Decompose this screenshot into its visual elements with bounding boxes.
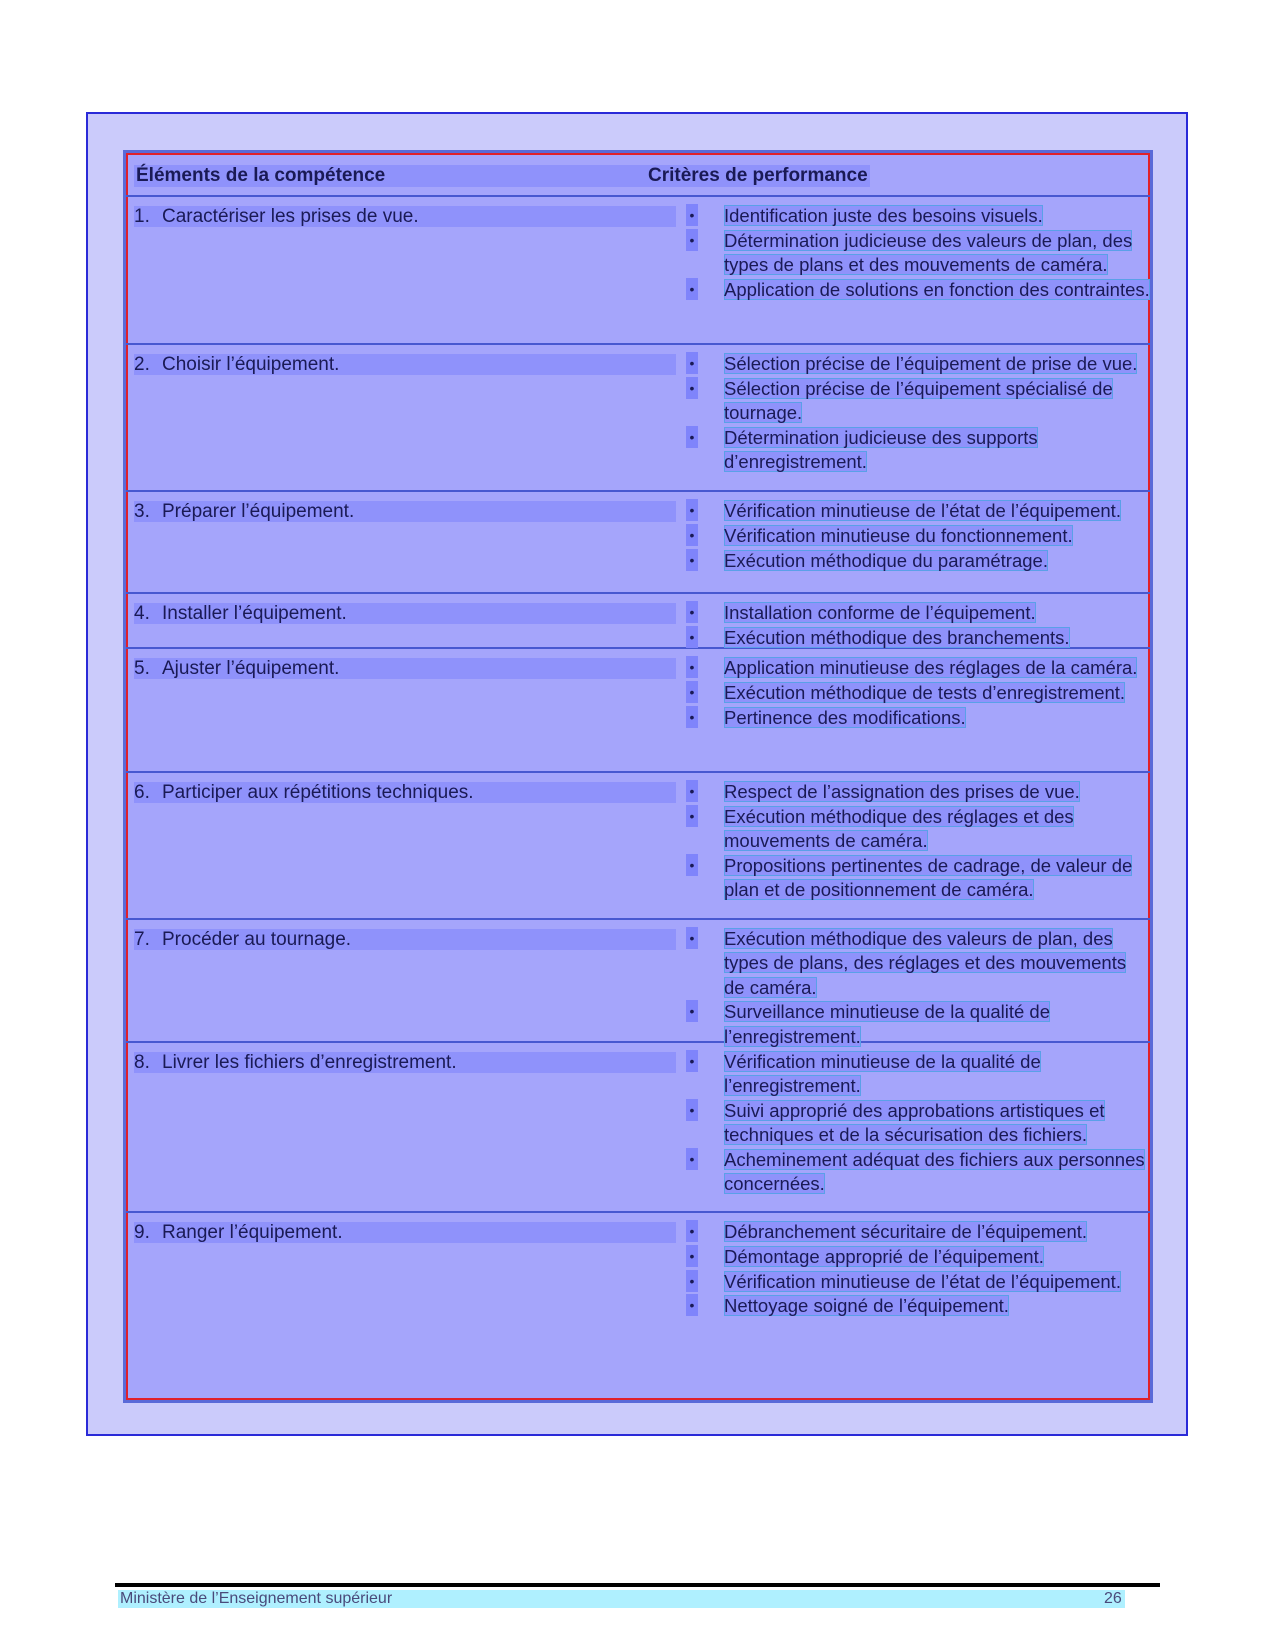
element-number: 5.: [134, 658, 150, 679]
criteria-list: [686, 499, 1151, 573]
criteria-text: Exécution méthodique des valeurs de plan, des types de plans, des réglages et des mouvements de caméra.: [724, 928, 1127, 998]
bullet-icon: •: [686, 1000, 698, 1022]
criteria-text: Acheminement adéquat des fichiers aux personnes concernées.: [724, 1149, 1145, 1195]
element-label: Installer l’équipement.: [162, 603, 347, 624]
element-label: Livrer les fichiers d’enregistrement.: [162, 1052, 457, 1073]
bullet-icon: •: [686, 499, 698, 521]
criteria-list: [686, 352, 1151, 475]
competence-element: [134, 501, 676, 522]
bullet-icon: •: [686, 681, 698, 703]
criteria-item: [686, 1245, 1151, 1269]
criteria-item: [686, 681, 1151, 705]
header-criteria: Critères de performance: [648, 165, 868, 186]
criteria-item: [686, 1050, 1151, 1099]
element-number: 6.: [134, 782, 150, 803]
element-number: 4.: [134, 603, 150, 624]
element-label: Ranger l’équipement.: [162, 1222, 343, 1243]
bullet-icon: •: [686, 1050, 698, 1072]
criteria-item: [686, 854, 1151, 903]
table-row: [126, 920, 1150, 1047]
criteria-text: Exécution méthodique des branchements.: [724, 626, 1070, 648]
criteria-item: [686, 1000, 1151, 1049]
competence-element: [134, 782, 676, 803]
bullet-icon: •: [686, 204, 698, 226]
element-label: Préparer l’équipement.: [162, 501, 355, 522]
criteria-item: [686, 706, 1151, 730]
table-row: [126, 649, 1150, 773]
bullet-icon: •: [686, 805, 698, 827]
table-header-row: [126, 153, 1150, 197]
competence-element: [134, 1052, 676, 1073]
criteria-item: [686, 601, 1151, 625]
element-number: 7.: [134, 929, 150, 950]
criteria-item: [686, 656, 1151, 680]
criteria-text: Débranchement sécuritaire de l’équipement.: [724, 1221, 1088, 1242]
element-label: Ajuster l’équipement.: [162, 658, 340, 679]
bullet-icon: •: [686, 278, 698, 300]
criteria-item: [686, 805, 1151, 854]
bullet-icon: •: [686, 656, 698, 678]
criteria-text: Application de solutions en fonction des contraintes.: [724, 278, 1150, 300]
table-row: [126, 773, 1150, 920]
criteria-item: [686, 377, 1151, 426]
bullet-icon: •: [686, 780, 698, 802]
competence-element: [134, 354, 676, 375]
criteria-item: [686, 1148, 1151, 1197]
bullet-icon: •: [686, 1270, 698, 1292]
table-row: [126, 594, 1150, 649]
criteria-text: Détermination judicieuse des supports d’enregistrement.: [724, 426, 1038, 473]
criteria-list: [686, 1220, 1151, 1319]
criteria-text: Respect de l’assignation des prises de vue.: [724, 781, 1080, 802]
criteria-list: [686, 1050, 1151, 1197]
table-row: [126, 1043, 1150, 1213]
footer-page-number: 26: [1104, 1590, 1122, 1607]
header-elements: Éléments de la compétence: [134, 165, 660, 187]
criteria-list: [686, 204, 1151, 303]
competence-element: [134, 929, 676, 950]
criteria-item: [686, 1270, 1151, 1294]
criteria-item: [686, 1220, 1151, 1244]
element-label: Participer aux répétitions techniques.: [162, 782, 474, 803]
criteria-text: Identification juste des besoins visuels.: [724, 205, 1043, 226]
criteria-item: [686, 1099, 1151, 1148]
bullet-icon: •: [686, 706, 698, 728]
criteria-text: Exécution méthodique du paramétrage.: [724, 549, 1048, 571]
competence-element: [134, 603, 676, 624]
element-label: Choisir l’équipement.: [162, 354, 340, 375]
criteria-text: Détermination judicieuse des valeurs de plan, des types de plans et des mouvements de caméra.: [724, 229, 1133, 276]
criteria-text: Sélection précise de l’équipement de prise de vue.: [724, 353, 1138, 374]
criteria-text: Application minutieuse des réglages de la caméra.: [724, 657, 1138, 678]
bullet-icon: •: [686, 601, 698, 623]
competence-element: [134, 1222, 676, 1243]
criteria-item: [686, 549, 1151, 573]
footer-ministry: Ministère de l’Enseignement supérieur: [118, 1590, 1125, 1608]
criteria-item: [686, 524, 1151, 548]
bullet-icon: •: [686, 626, 698, 648]
table-row: [126, 1213, 1150, 1400]
criteria-text: Propositions pertinentes de cadrage, de valeur de plan et de positionnement de caméra.: [724, 854, 1133, 901]
criteria-text: Nettoyage soigné de l’équipement.: [724, 1295, 1009, 1317]
bullet-icon: •: [686, 377, 698, 399]
criteria-text: Vérification minutieuse du fonctionnement.: [724, 524, 1073, 546]
criteria-text: Suivi approprié des approbations artistiques et techniques et de la sécurisation des fichiers.: [724, 1100, 1105, 1146]
criteria-item: [686, 499, 1151, 523]
criteria-list: [686, 927, 1151, 1049]
element-number: 9.: [134, 1222, 150, 1243]
bullet-icon: •: [686, 1148, 698, 1170]
element-number: 3.: [134, 501, 150, 522]
bullet-icon: •: [686, 524, 698, 546]
bullet-icon: •: [686, 854, 698, 876]
criteria-text: Surveillance minutieuse de la qualité de l’enregistrement.: [724, 1001, 1051, 1047]
bullet-icon: •: [686, 1294, 698, 1316]
bullet-icon: •: [686, 1245, 698, 1267]
table-row: [126, 197, 1150, 345]
element-number: 8.: [134, 1052, 150, 1073]
element-number: 2.: [134, 354, 150, 375]
table-row: [126, 345, 1150, 492]
table-row: [126, 492, 1150, 594]
criteria-text: Démontage approprié de l’équipement.: [724, 1245, 1044, 1267]
criteria-list: [686, 656, 1151, 730]
bullet-icon: •: [686, 549, 698, 571]
criteria-text: Vérification minutieuse de la qualité de l’enregistrement.: [724, 1051, 1041, 1097]
competence-element: [134, 206, 676, 227]
criteria-list: [686, 780, 1151, 903]
criteria-item: [686, 927, 1151, 1000]
criteria-item: [686, 278, 1151, 302]
criteria-item: [686, 780, 1151, 804]
criteria-item: [686, 204, 1151, 228]
criteria-text: Pertinence des modifications.: [724, 706, 966, 728]
criteria-text: Sélection précise de l’équipement spécialisé de tournage.: [724, 377, 1113, 424]
criteria-text: Installation conforme de l’équipement.: [724, 602, 1036, 623]
criteria-text: Exécution méthodique de tests d’enregistrement.: [724, 681, 1126, 703]
competence-element: [134, 658, 676, 679]
footer-divider: [115, 1583, 1160, 1587]
criteria-text: Vérification minutieuse de l’état de l’équipement.: [724, 500, 1121, 521]
bullet-icon: •: [686, 927, 698, 949]
element-number: 1.: [134, 206, 150, 227]
criteria-item: [686, 626, 1151, 650]
bullet-icon: •: [686, 426, 698, 448]
element-label: Procéder au tournage.: [162, 929, 352, 950]
criteria-item: [686, 229, 1151, 278]
bullet-icon: •: [686, 1099, 698, 1121]
criteria-text: Exécution méthodique des réglages et des mouvements de caméra.: [724, 805, 1074, 852]
criteria-item: [686, 426, 1151, 475]
criteria-item: [686, 1294, 1151, 1318]
bullet-icon: •: [686, 352, 698, 374]
element-label: Caractériser les prises de vue.: [162, 206, 419, 227]
criteria-item: [686, 352, 1151, 376]
bullet-icon: •: [686, 229, 698, 251]
bullet-icon: •: [686, 1220, 698, 1242]
criteria-list: [686, 601, 1151, 651]
criteria-text: Vérification minutieuse de l’état de l’équipement.: [724, 1270, 1121, 1292]
competence-table: [123, 150, 1153, 1403]
